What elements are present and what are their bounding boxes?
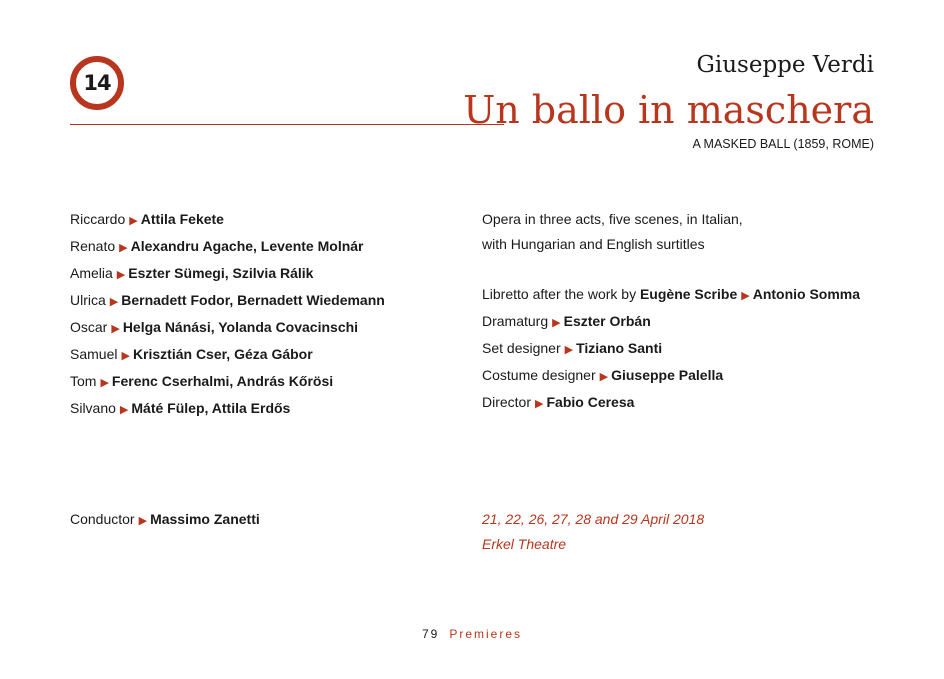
conductor-row [70, 507, 260, 534]
credit-name: Tiziano Santi [576, 340, 663, 356]
arrow-icon: ▶ [741, 290, 750, 302]
credit-name: Giuseppe Palella [611, 367, 724, 383]
credit-role: Costume designer [482, 367, 596, 383]
libretto-author: Eugène Scribe [639, 286, 738, 302]
cast-performers: Ferenc Cserhalmi, András Kőrösi [111, 373, 334, 389]
cast-performers: Eszter Sümegi, Szilvia Rálik [128, 265, 314, 281]
arrow-icon: ▶ [121, 350, 130, 362]
cast-row [70, 261, 385, 288]
arrow-icon: ▶ [119, 242, 128, 254]
credit-name: Fabio Ceresa [546, 394, 635, 410]
conductor-name: Massimo Zanetti [150, 511, 260, 527]
cast-row [70, 342, 385, 369]
page-number: 79 [421, 627, 440, 641]
cast-role: Ulrica [70, 292, 106, 308]
cast-row [70, 396, 385, 423]
section-name: Premieres [449, 627, 523, 641]
arrow-icon: ▶ [535, 398, 544, 410]
cast-role: Amelia [70, 265, 113, 281]
cast-role: Riccardo [70, 211, 126, 227]
performance-dates: 21, 22, 26, 27, 28 and 29 April 2018 [482, 511, 705, 527]
cast-performers: Alexandru Agache, Levente Molnár [130, 238, 364, 254]
performance-venue: Erkel Theatre [482, 536, 567, 552]
arrow-icon: ▶ [100, 377, 109, 389]
title-rule [70, 124, 504, 125]
conductor-role: Conductor [70, 511, 135, 527]
arrow-icon: ▶ [599, 371, 609, 383]
arrow-icon: ▶ [552, 317, 561, 329]
section-number-badge [70, 56, 124, 110]
arrow-icon: ▶ [129, 215, 138, 227]
performance-info [482, 507, 704, 557]
cast-row [70, 288, 385, 315]
credit-name: Eszter Orbán [563, 313, 651, 329]
cast-list [70, 207, 385, 423]
cast-role: Tom [70, 373, 97, 389]
page-footer [0, 627, 944, 641]
cast-performers: Bernadett Fodor, Bernadett Wiedemann [121, 292, 385, 308]
credit-row [482, 390, 860, 417]
cast-role: Oscar [70, 319, 108, 335]
arrow-icon: ▶ [109, 296, 119, 308]
arrow-icon: ▶ [564, 344, 574, 356]
credit-row [482, 336, 860, 363]
arrow-icon: ▶ [138, 515, 148, 527]
credit-role: Director [482, 394, 532, 410]
arrow-icon: ▶ [116, 269, 126, 281]
credit-role: Set designer [482, 340, 561, 356]
cast-role: Samuel [70, 346, 118, 362]
cast-performers: Máté Fülep, Attila Erdős [131, 400, 291, 416]
libretto-label: Libretto after the work by [482, 286, 637, 302]
opera-subtitle: A MASKED BALL (1859, ROME) [692, 137, 874, 151]
cast-performers: Helga Nánási, Yolanda Covacinschi [122, 319, 359, 335]
description-line: with Hungarian and English surtitles [482, 236, 705, 252]
composer-name: Giuseppe Verdi [696, 52, 874, 78]
cast-row [70, 207, 385, 234]
cast-row [70, 369, 385, 396]
production-info [482, 207, 860, 417]
libretto-row [482, 282, 860, 309]
librettist: Antonio Somma [752, 286, 861, 302]
credit-row [482, 309, 860, 336]
cast-row [70, 315, 385, 342]
arrow-icon: ▶ [119, 404, 129, 416]
opera-title: Un ballo in maschera [463, 88, 874, 132]
cast-performers: Krisztián Cser, Géza Gábor [132, 346, 313, 362]
section-number: 14 [83, 71, 111, 95]
credit-role: Dramaturg [482, 313, 549, 329]
credit-row [482, 363, 860, 390]
arrow-icon: ▶ [111, 323, 120, 335]
cast-row [70, 234, 385, 261]
description-line: Opera in three acts, five scenes, in Italian, [482, 211, 743, 227]
cast-role: Renato [70, 238, 116, 254]
cast-performers: Attila Fekete [140, 211, 224, 227]
cast-role: Silvano [70, 400, 116, 416]
